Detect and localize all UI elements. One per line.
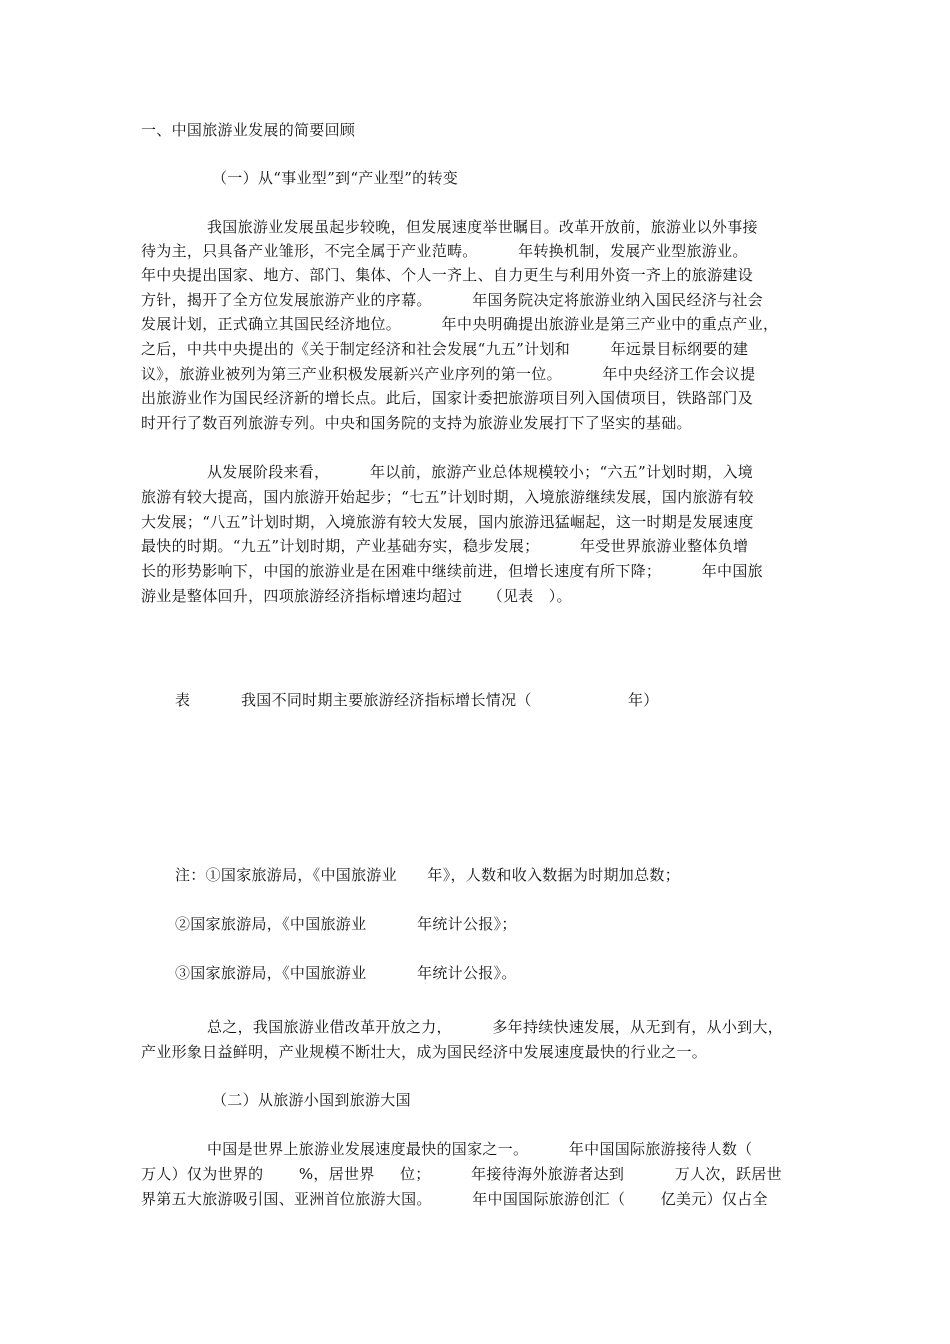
paragraph-line: 从发展阶段来看， 年以前，旅游产业总体规模较小；“六五”计划时期，入境 <box>207 463 754 481</box>
paragraph-line: 中国是世界上旅游业发展速度最快的国家之一。 年中国国际旅游接待人数（ <box>207 1140 753 1158</box>
paragraph-line: 之后，中共中央提出的《关于制定经济和社会发展“九五”计划和 年远景目标纲要的建 <box>141 340 749 358</box>
note-line: 注：①国家旅游局，《中国旅游业 年》，人数和收入数据为时期加总数； <box>175 866 681 884</box>
subsection-heading: （二）从旅游小国到旅游大国 <box>212 1091 411 1109</box>
paragraph-line: 我国旅游业发展虽起步较晚，但发展速度举世瞩目。改革开放前，旅游业以外事接 <box>207 218 758 236</box>
paragraph-line: 旅游有较大提高，国内旅游开始起步；“七五”计划时期，入境旅游继续发展，国内旅游有较 <box>141 488 754 506</box>
paragraph-line: 长的形势影响下，中国的旅游业是在困难中继续前进，但增长速度有所下降； 年中国旅 <box>141 562 763 580</box>
subsection-heading: （一）从“事业型”到“产业型”的转变 <box>212 169 459 187</box>
paragraph-line: 待为主，只具备产业雏形，不完全属于产业范畴。 年转换机制，发展产业型旅游业。 <box>141 242 748 260</box>
paragraph-line: 年中央提出国家、地方、部门、集体、个人一齐上、自力更生与利用外资一齐上的旅游建设 <box>141 266 754 284</box>
paragraph-line: 议》，旅游业被列为第三产业积极发展新兴产业序列的第一位。 年中央经济工作会议提 <box>141 365 756 383</box>
paragraph-line: 时开行了数百列旅游专列。中央和国务院的支持为旅游业发展打下了坚实的基础。 <box>141 414 692 432</box>
paragraph-line: 总之，我国旅游业借改革开放之力， 多年持续快速发展，从无到有，从小到大， <box>207 1018 784 1036</box>
paragraph-line: 大发展；“八五”计划时期，入境旅游有较大发展，国内旅游迅猛崛起，这一时期是发展速度 <box>141 513 754 531</box>
section-heading: 一、中国旅游业发展的简要回顾 <box>141 121 356 139</box>
paragraph-line: 方针，揭开了全方位发展旅游产业的序幕。 年国务院决定将旅游业纳入国民经济与社会 <box>141 291 763 309</box>
paragraph-line: 产业形象日益鲜明，产业规模不断壮大，成为国民经济中发展速度最快的行业之一。 <box>141 1043 708 1061</box>
paragraph-line: 游业是整体回升，四项旅游经济指标增速均超过 （见表 ）。 <box>141 587 572 605</box>
paragraph-line: 万人）仅为世界的 %，居世界 位； 年接待海外旅游者达到 万人次，跃居世 <box>141 1165 782 1183</box>
note-line: ③国家旅游局，《中国旅游业 年统计公报》。 <box>175 964 517 982</box>
paragraph-line: 出旅游业作为国民经济新的增长点。此后，国家计委把旅游项目列入国债项目，铁路部门及 <box>141 389 754 407</box>
note-line: ②国家旅游局，《中国旅游业 年统计公报》； <box>175 915 517 933</box>
paragraph-line: 最快的时期。“九五”计划时期，产业基础夯实，稳步发展； 年受世界旅游业整体负增 <box>141 537 749 555</box>
table-caption: 表 我国不同时期主要旅游经济指标增长情况（ 年） <box>175 691 659 709</box>
paragraph-line: 发展计划，正式确立其国民经济地位。 年中央明确提出旅游业是第三产业中的重点产业， <box>141 315 779 333</box>
paragraph-line: 界第五大旅游吸引国、亚洲首位旅游大国。 年中国国际旅游创汇（ 亿美元）仅占全 <box>141 1190 768 1208</box>
